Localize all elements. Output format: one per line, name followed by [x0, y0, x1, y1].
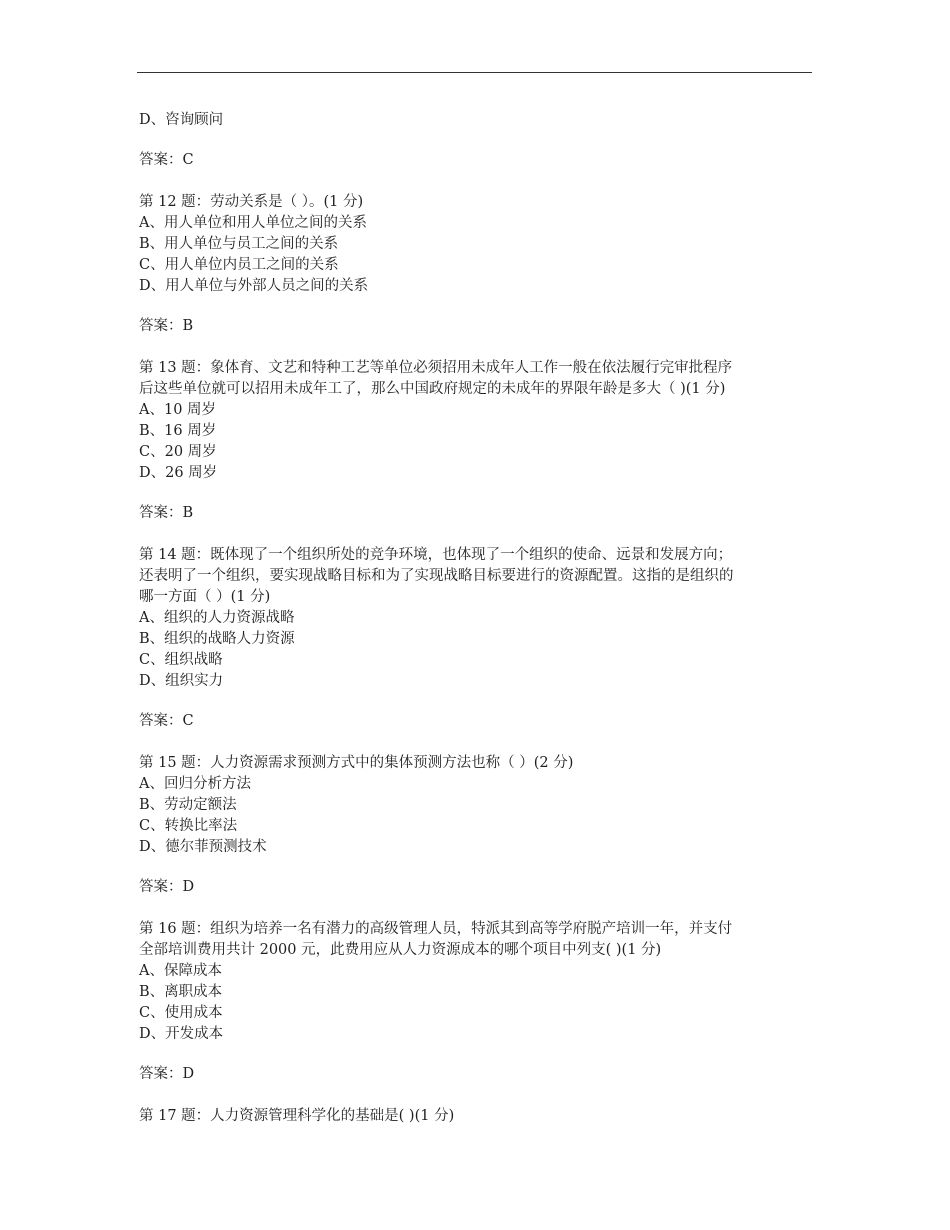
answer: 答案：D — [139, 1066, 195, 1082]
question-15 — [139, 753, 819, 898]
question-stem-cont: 后这些单位就可以招用未成年工了，那么中国政府规定的未成年的界限年龄是多大（ )(1 分) — [139, 381, 726, 397]
question-12 — [139, 192, 819, 337]
option-c: C、转换比率法 — [139, 818, 238, 834]
question-14 — [139, 545, 819, 732]
option-b: B、劳动定额法 — [139, 797, 237, 813]
option-a: A、用人单位和用人单位之间的关系 — [139, 215, 367, 231]
answer: 答案：B — [139, 505, 194, 521]
option-a: A、组织的人力资源战略 — [139, 610, 295, 626]
prev-option-d: D、咨询顾问 — [139, 112, 224, 128]
option-c: C、20 周岁 — [139, 444, 217, 460]
question-stem: 第 13 题：象体育、文艺和特种工艺等单位必须招用未成年人工作一般在依法履行完审批程序 — [139, 360, 733, 376]
option-a: A、10 周岁 — [139, 402, 217, 418]
answer: 答案：B — [139, 318, 194, 334]
question-stem-cont: 哪一方面（ ）(1 分) — [139, 589, 271, 605]
question-13 — [139, 358, 819, 524]
question-17 — [139, 1106, 819, 1127]
option-b: B、离职成本 — [139, 984, 223, 1000]
option-b: B、用人单位与员工之间的关系 — [139, 236, 339, 252]
option-b: B、组织的战略人力资源 — [139, 631, 295, 647]
option-b: B、16 周岁 — [139, 423, 217, 439]
question-16 — [139, 919, 819, 1085]
option-a: A、保障成本 — [139, 963, 222, 979]
option-c: C、组织战略 — [139, 652, 223, 668]
question-stem: 第 12 题：劳动关系是（ ）。(1 分) — [139, 194, 364, 210]
prev-answer: 答案：C — [139, 152, 194, 168]
option-d: D、开发成本 — [139, 1026, 224, 1042]
document-body — [139, 110, 819, 1127]
option-d: D、德尔菲预测技术 — [139, 839, 267, 855]
header-rule — [137, 72, 812, 73]
option-a: A、回归分析方法 — [139, 776, 251, 792]
question-stem: 第 15 题：人力资源需求预测方式中的集体预测方法也称（ ）(2 分) — [139, 755, 574, 771]
question-stem: 第 16 题：组织为培养一名有潜力的高级管理人员，特派其到高等学府脱产培训一年，并支付 — [139, 921, 733, 937]
option-d: D、26 周岁 — [139, 465, 218, 481]
question-stem: 第 17 题：人力资源管理科学化的基础是( )(1 分) — [139, 1108, 455, 1124]
option-d: D、用人单位与外部人员之间的关系 — [139, 278, 369, 294]
question-stem-cont: 全部培训费用共计 2000 元，此费用应从人力资源成本的哪个项目中列支( )(1 分) — [139, 942, 662, 958]
option-d: D、组织实力 — [139, 673, 224, 689]
answer: 答案：D — [139, 879, 195, 895]
question-stem: 第 14 题：既体现了一个组织所处的竞争环境，也体现了一个组织的使命、远景和发展方向； — [139, 547, 733, 563]
option-c: C、用人单位内员工之间的关系 — [139, 257, 339, 273]
option-c: C、使用成本 — [139, 1005, 223, 1021]
answer: 答案：C — [139, 713, 194, 729]
question-stem-cont: 还表明了一个组织，要实现战略目标和为了实现战略目标要进行的资源配置。这指的是组织的 — [139, 568, 734, 584]
